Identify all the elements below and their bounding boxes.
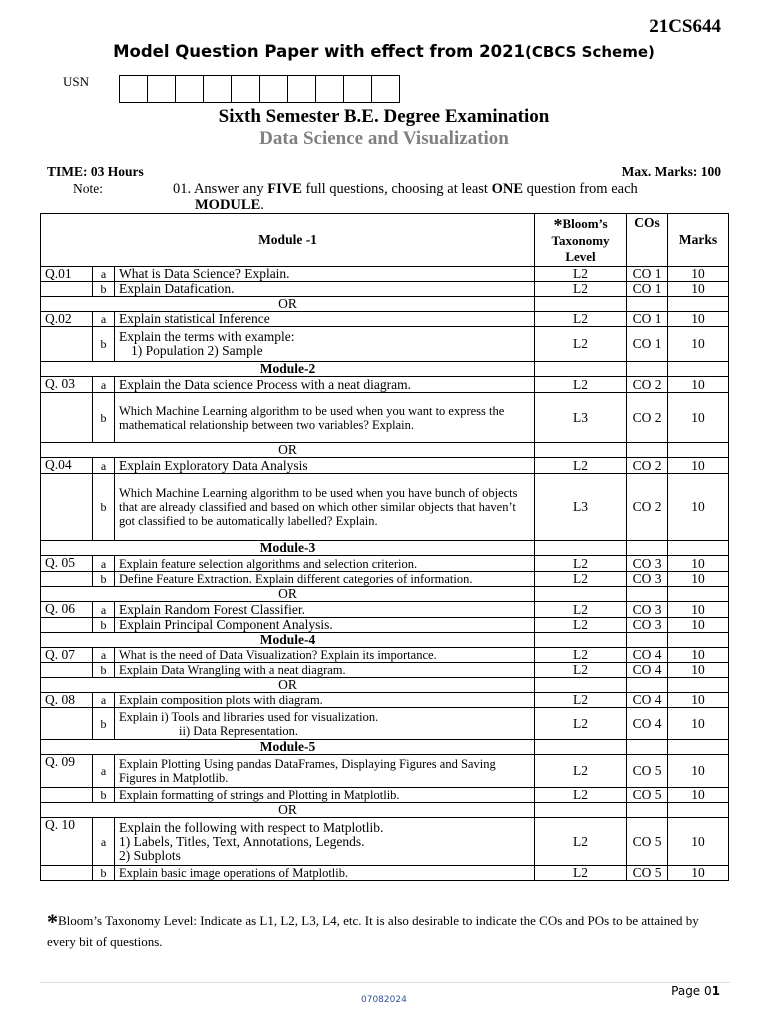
instr-five: FIVE <box>267 181 302 197</box>
sub-question-letter: a <box>93 377 115 393</box>
separator-label: OR <box>41 587 535 602</box>
usn-box <box>371 75 400 103</box>
sub-question-letter: a <box>93 648 115 663</box>
usn-box <box>147 75 176 103</box>
marks-value: 10 <box>668 663 729 678</box>
question-number <box>41 282 93 297</box>
question-number: Q. 08 <box>41 693 93 708</box>
question-row <box>41 866 729 881</box>
question-text-line: Explain the Data science Process with a neat diagram. <box>119 376 412 392</box>
blooms-level: L2 <box>535 458 627 474</box>
question-row <box>41 312 729 327</box>
question-row <box>41 818 729 866</box>
question-text-line: Which Machine Learning algorithm to be used when you want to express the mathematical relationship between two variables? Explain. <box>119 403 505 432</box>
empty-cell <box>535 740 627 755</box>
marks-value: 10 <box>668 602 729 618</box>
course-outcome: CO 1 <box>627 327 668 362</box>
empty-cell <box>627 443 668 458</box>
sub-question-letter: b <box>93 708 115 740</box>
sub-question-letter: b <box>93 572 115 587</box>
sub-question-letter: b <box>93 788 115 803</box>
question-text-line: Define Feature Extraction. Explain different categories of information. <box>119 572 473 586</box>
question-number <box>41 866 93 881</box>
separator-label: Module-3 <box>41 541 535 556</box>
sub-question-letter: a <box>93 556 115 572</box>
scheme-text: (CBCS Scheme) <box>525 43 655 61</box>
sub-question-letter: a <box>93 818 115 866</box>
question-text-line: Explain Random Forest Classifier. <box>119 601 305 617</box>
question-number <box>41 788 93 803</box>
course-outcome: CO 3 <box>627 572 668 587</box>
marks-value: 10 <box>668 755 729 788</box>
footnote-text: Bloom’s Taxonomy Level: Indicate as L1, L2, L3, L4, etc. It is also desirable to indicate the COs and POs to be attained by every bit of questions. <box>47 913 699 949</box>
separator-label: Module-5 <box>41 740 535 755</box>
blooms-level: L2 <box>535 282 627 297</box>
question-number <box>41 572 93 587</box>
question-row <box>41 474 729 541</box>
course-outcome: CO 2 <box>627 474 668 541</box>
question-text-line: 2) Subplots <box>119 847 181 863</box>
marks-value: 10 <box>668 693 729 708</box>
blooms-level: L2 <box>535 312 627 327</box>
blooms-level: L3 <box>535 393 627 443</box>
question-row <box>41 663 729 678</box>
question-text-line: Explain Exploratory Data Analysis <box>119 457 308 473</box>
question-text <box>115 393 535 443</box>
blooms-level: L2 <box>535 602 627 618</box>
marks-header: Marks <box>668 214 729 267</box>
marks-value: 10 <box>668 556 729 572</box>
question-text-line: What is Data Science? Explain. <box>119 266 290 281</box>
page-label: Page 0 <box>671 984 712 998</box>
question-text-line: Explain statistical Inference <box>119 311 270 326</box>
document-id: 07082024 <box>361 995 407 1005</box>
sub-question-letter: b <box>93 618 115 633</box>
blooms-level: L2 <box>535 788 627 803</box>
question-text <box>115 708 535 740</box>
marks-value: 10 <box>668 818 729 866</box>
question-text <box>115 618 535 633</box>
question-text-line: ii) Data Representation. <box>179 723 299 738</box>
model-title-text: Model Question Paper with effect from 2021 <box>113 42 526 61</box>
question-text <box>115 818 535 866</box>
course-outcome: CO 2 <box>627 458 668 474</box>
question-row <box>41 755 729 788</box>
empty-cell <box>668 587 729 602</box>
question-number: Q. 05 <box>41 556 93 572</box>
question-row <box>41 708 729 740</box>
empty-cell <box>627 362 668 377</box>
subject-title: Data Science and Visualization <box>259 128 509 149</box>
question-row <box>41 648 729 663</box>
empty-cell <box>535 443 627 458</box>
course-outcome: CO 4 <box>627 708 668 740</box>
separator-label: OR <box>41 678 535 693</box>
course-outcome: CO 3 <box>627 556 668 572</box>
empty-cell <box>668 541 729 556</box>
sub-question-letter: b <box>93 474 115 541</box>
empty-cell <box>668 362 729 377</box>
course-outcome: CO 5 <box>627 866 668 881</box>
separator-row <box>41 803 729 818</box>
footer-divider <box>40 982 730 983</box>
empty-cell <box>535 297 627 312</box>
empty-cell <box>668 297 729 312</box>
usn-box <box>119 75 148 103</box>
question-text <box>115 556 535 572</box>
empty-cell <box>535 362 627 377</box>
sub-question-letter: a <box>93 602 115 618</box>
course-outcome: CO 5 <box>627 788 668 803</box>
question-text-line: 1) Labels, Titles, Text, Annotations, Legends. <box>119 833 365 849</box>
usn-box <box>287 75 316 103</box>
question-text <box>115 755 535 788</box>
cos-header: COs <box>627 214 668 267</box>
course-outcome: CO 2 <box>627 377 668 393</box>
question-number: Q. 06 <box>41 602 93 618</box>
marks-value: 10 <box>668 788 729 803</box>
question-number: Q. 10 <box>41 818 93 866</box>
course-outcome: CO 5 <box>627 818 668 866</box>
question-number <box>41 663 93 678</box>
footnote-star: * <box>47 909 58 934</box>
blooms-level: L2 <box>535 572 627 587</box>
separator-row <box>41 362 729 377</box>
question-row <box>41 393 729 443</box>
separator-label: OR <box>41 803 535 818</box>
question-text <box>115 327 535 362</box>
sub-question-letter: b <box>93 866 115 881</box>
page-number <box>671 984 720 998</box>
empty-cell <box>535 803 627 818</box>
question-text-line: Explain Datafication. <box>119 281 235 296</box>
course-outcome: CO 1 <box>627 282 668 297</box>
question-text-line: Explain Data Wrangling with a neat diagram. <box>119 663 346 677</box>
question-number: Q. 09 <box>41 755 93 788</box>
blooms-level: L2 <box>535 708 627 740</box>
blooms-level: L3 <box>535 474 627 541</box>
course-outcome: CO 5 <box>627 755 668 788</box>
question-text-line: Explain the following with respect to Matplotlib. <box>119 819 384 835</box>
question-text-line: Explain feature selection algorithms and selection criterion. <box>119 556 418 571</box>
empty-cell <box>627 740 668 755</box>
empty-cell <box>535 678 627 693</box>
question-row <box>41 377 729 393</box>
marks-value: 10 <box>668 618 729 633</box>
usn-box <box>231 75 260 103</box>
question-text <box>115 648 535 663</box>
question-number <box>41 618 93 633</box>
module-1-header: Module -1 <box>41 214 535 267</box>
blooms-level: L2 <box>535 693 627 708</box>
question-text-line: What is the need of Data Visualization? Explain its importance. <box>119 648 437 662</box>
question-text <box>115 663 535 678</box>
course-outcome: CO 4 <box>627 663 668 678</box>
marks-value: 10 <box>668 312 729 327</box>
question-row <box>41 327 729 362</box>
separator-row <box>41 633 729 648</box>
question-number: Q.04 <box>41 458 93 474</box>
marks-value: 10 <box>668 708 729 740</box>
question-row <box>41 458 729 474</box>
question-text <box>115 572 535 587</box>
question-row <box>41 282 729 297</box>
separator-row <box>41 443 729 458</box>
marks-value: 10 <box>668 458 729 474</box>
question-row <box>41 572 729 587</box>
question-row <box>41 788 729 803</box>
instr-part: question from each <box>523 181 638 197</box>
max-marks-label: Max. Marks: 100 <box>621 164 721 179</box>
separator-label: OR <box>41 297 535 312</box>
separator-label: Module-4 <box>41 633 535 648</box>
empty-cell <box>627 541 668 556</box>
blooms-star: * <box>553 214 563 235</box>
blooms-header <box>535 214 627 267</box>
question-number: Q. 07 <box>41 648 93 663</box>
question-text <box>115 602 535 618</box>
empty-cell <box>535 633 627 648</box>
question-text-line: Explain the terms with example: <box>119 329 295 344</box>
course-outcome: CO 3 <box>627 618 668 633</box>
empty-cell <box>535 587 627 602</box>
question-text <box>115 267 535 282</box>
blooms-level: L2 <box>535 377 627 393</box>
blooms-level: L2 <box>535 648 627 663</box>
empty-cell <box>627 633 668 648</box>
empty-cell <box>627 297 668 312</box>
semester-title: Sixth Semester B.E. Degree Examination <box>218 106 550 127</box>
question-text-line: Explain formatting of strings and Plotting in Matplotlib. <box>119 788 400 802</box>
sub-question-letter: b <box>93 282 115 297</box>
marks-value: 10 <box>668 474 729 541</box>
usn-box <box>203 75 232 103</box>
question-text-line: Explain Plotting Using pandas DataFrames, Displaying Figures and Saving Figures in Matplotlib. <box>119 757 496 785</box>
question-number <box>41 708 93 740</box>
question-text <box>115 866 535 881</box>
instr-part: full questions, choosing at least <box>301 181 492 197</box>
empty-cell <box>627 803 668 818</box>
question-text <box>115 282 535 297</box>
blooms-level: L2 <box>535 556 627 572</box>
marks-value: 10 <box>668 327 729 362</box>
note-label: Note: <box>73 181 103 196</box>
usn-box <box>175 75 204 103</box>
separator-row <box>41 541 729 556</box>
blooms-level: L2 <box>535 866 627 881</box>
model-paper-title <box>0 42 768 61</box>
sub-question-letter: b <box>93 393 115 443</box>
course-outcome: CO 1 <box>627 312 668 327</box>
course-outcome: CO 2 <box>627 393 668 443</box>
question-text <box>115 474 535 541</box>
question-number: Q.01 <box>41 267 93 282</box>
sub-question-letter: a <box>93 312 115 327</box>
blooms-level: L2 <box>535 618 627 633</box>
question-number: Q. 03 <box>41 377 93 393</box>
marks-value: 10 <box>668 267 729 282</box>
question-text <box>115 693 535 708</box>
question-row <box>41 693 729 708</box>
question-text <box>115 458 535 474</box>
question-text-line: Which Machine Learning algorithm to be used when you have bunch of objects that are already classified and based on which other similar objects that haven’t got classified to be automatically labelled? Explain. <box>119 486 518 528</box>
empty-cell <box>668 443 729 458</box>
instruction-text <box>173 181 693 213</box>
marks-value: 10 <box>668 572 729 587</box>
question-row <box>41 602 729 618</box>
question-row <box>41 556 729 572</box>
blooms-level: L2 <box>535 755 627 788</box>
usn-label: USN <box>63 74 90 89</box>
separator-label: Module-2 <box>41 362 535 377</box>
instr-module: MODULE <box>195 197 261 213</box>
sub-question-letter: b <box>93 663 115 678</box>
question-text-line: Explain composition plots with diagram. <box>119 693 323 707</box>
sub-question-letter: a <box>93 267 115 282</box>
empty-cell <box>535 541 627 556</box>
time-label: TIME: 03 Hours <box>47 164 144 179</box>
course-outcome: CO 4 <box>627 648 668 663</box>
empty-cell <box>627 587 668 602</box>
empty-cell <box>668 678 729 693</box>
blooms-level: L2 <box>535 267 627 282</box>
question-text-line: Explain basic image operations of Matplotlib. <box>119 866 349 880</box>
separator-row <box>41 587 729 602</box>
footnote <box>47 911 727 952</box>
question-row <box>41 267 729 282</box>
instr-one: ONE <box>491 181 524 197</box>
empty-cell <box>627 678 668 693</box>
question-text <box>115 377 535 393</box>
question-text-line: Explain Principal Component Analysis. <box>119 617 333 632</box>
blooms-level: L2 <box>535 327 627 362</box>
usn-box <box>343 75 372 103</box>
usn-box <box>259 75 288 103</box>
usn-boxes <box>120 75 400 103</box>
blooms-text: Bloom’s Taxonomy Level <box>551 215 610 264</box>
sub-question-letter: b <box>93 327 115 362</box>
course-outcome: CO 4 <box>627 693 668 708</box>
separator-row <box>41 678 729 693</box>
question-number <box>41 393 93 443</box>
separator-label: OR <box>41 443 535 458</box>
marks-value: 10 <box>668 377 729 393</box>
question-text-line: Explain i) Tools and libraries used for visualization. <box>119 709 379 724</box>
blooms-level: L2 <box>535 818 627 866</box>
subject-code: 21CS644 <box>649 16 721 37</box>
sub-question-letter: a <box>93 755 115 788</box>
question-number <box>41 327 93 362</box>
course-outcome: CO 3 <box>627 602 668 618</box>
sub-question-letter: a <box>93 693 115 708</box>
question-text-line: 1) Population 2) Sample <box>131 343 263 358</box>
empty-cell <box>668 740 729 755</box>
empty-cell <box>668 633 729 648</box>
separator-row <box>41 740 729 755</box>
question-number: Q.02 <box>41 312 93 327</box>
question-text <box>115 788 535 803</box>
blooms-level: L2 <box>535 663 627 678</box>
instr-end: . <box>260 197 264 213</box>
table-header-row <box>41 214 729 267</box>
empty-cell <box>668 803 729 818</box>
sub-question-letter: a <box>93 458 115 474</box>
page-num: 1 <box>711 984 720 998</box>
separator-row <box>41 297 729 312</box>
marks-value: 10 <box>668 866 729 881</box>
marks-value: 10 <box>668 282 729 297</box>
question-number <box>41 474 93 541</box>
question-text <box>115 312 535 327</box>
course-outcome: CO 1 <box>627 267 668 282</box>
instr-part: 01. Answer any <box>173 181 268 197</box>
marks-value: 10 <box>668 648 729 663</box>
question-table <box>40 213 729 881</box>
marks-value: 10 <box>668 393 729 443</box>
usn-box <box>315 75 344 103</box>
question-row <box>41 618 729 633</box>
